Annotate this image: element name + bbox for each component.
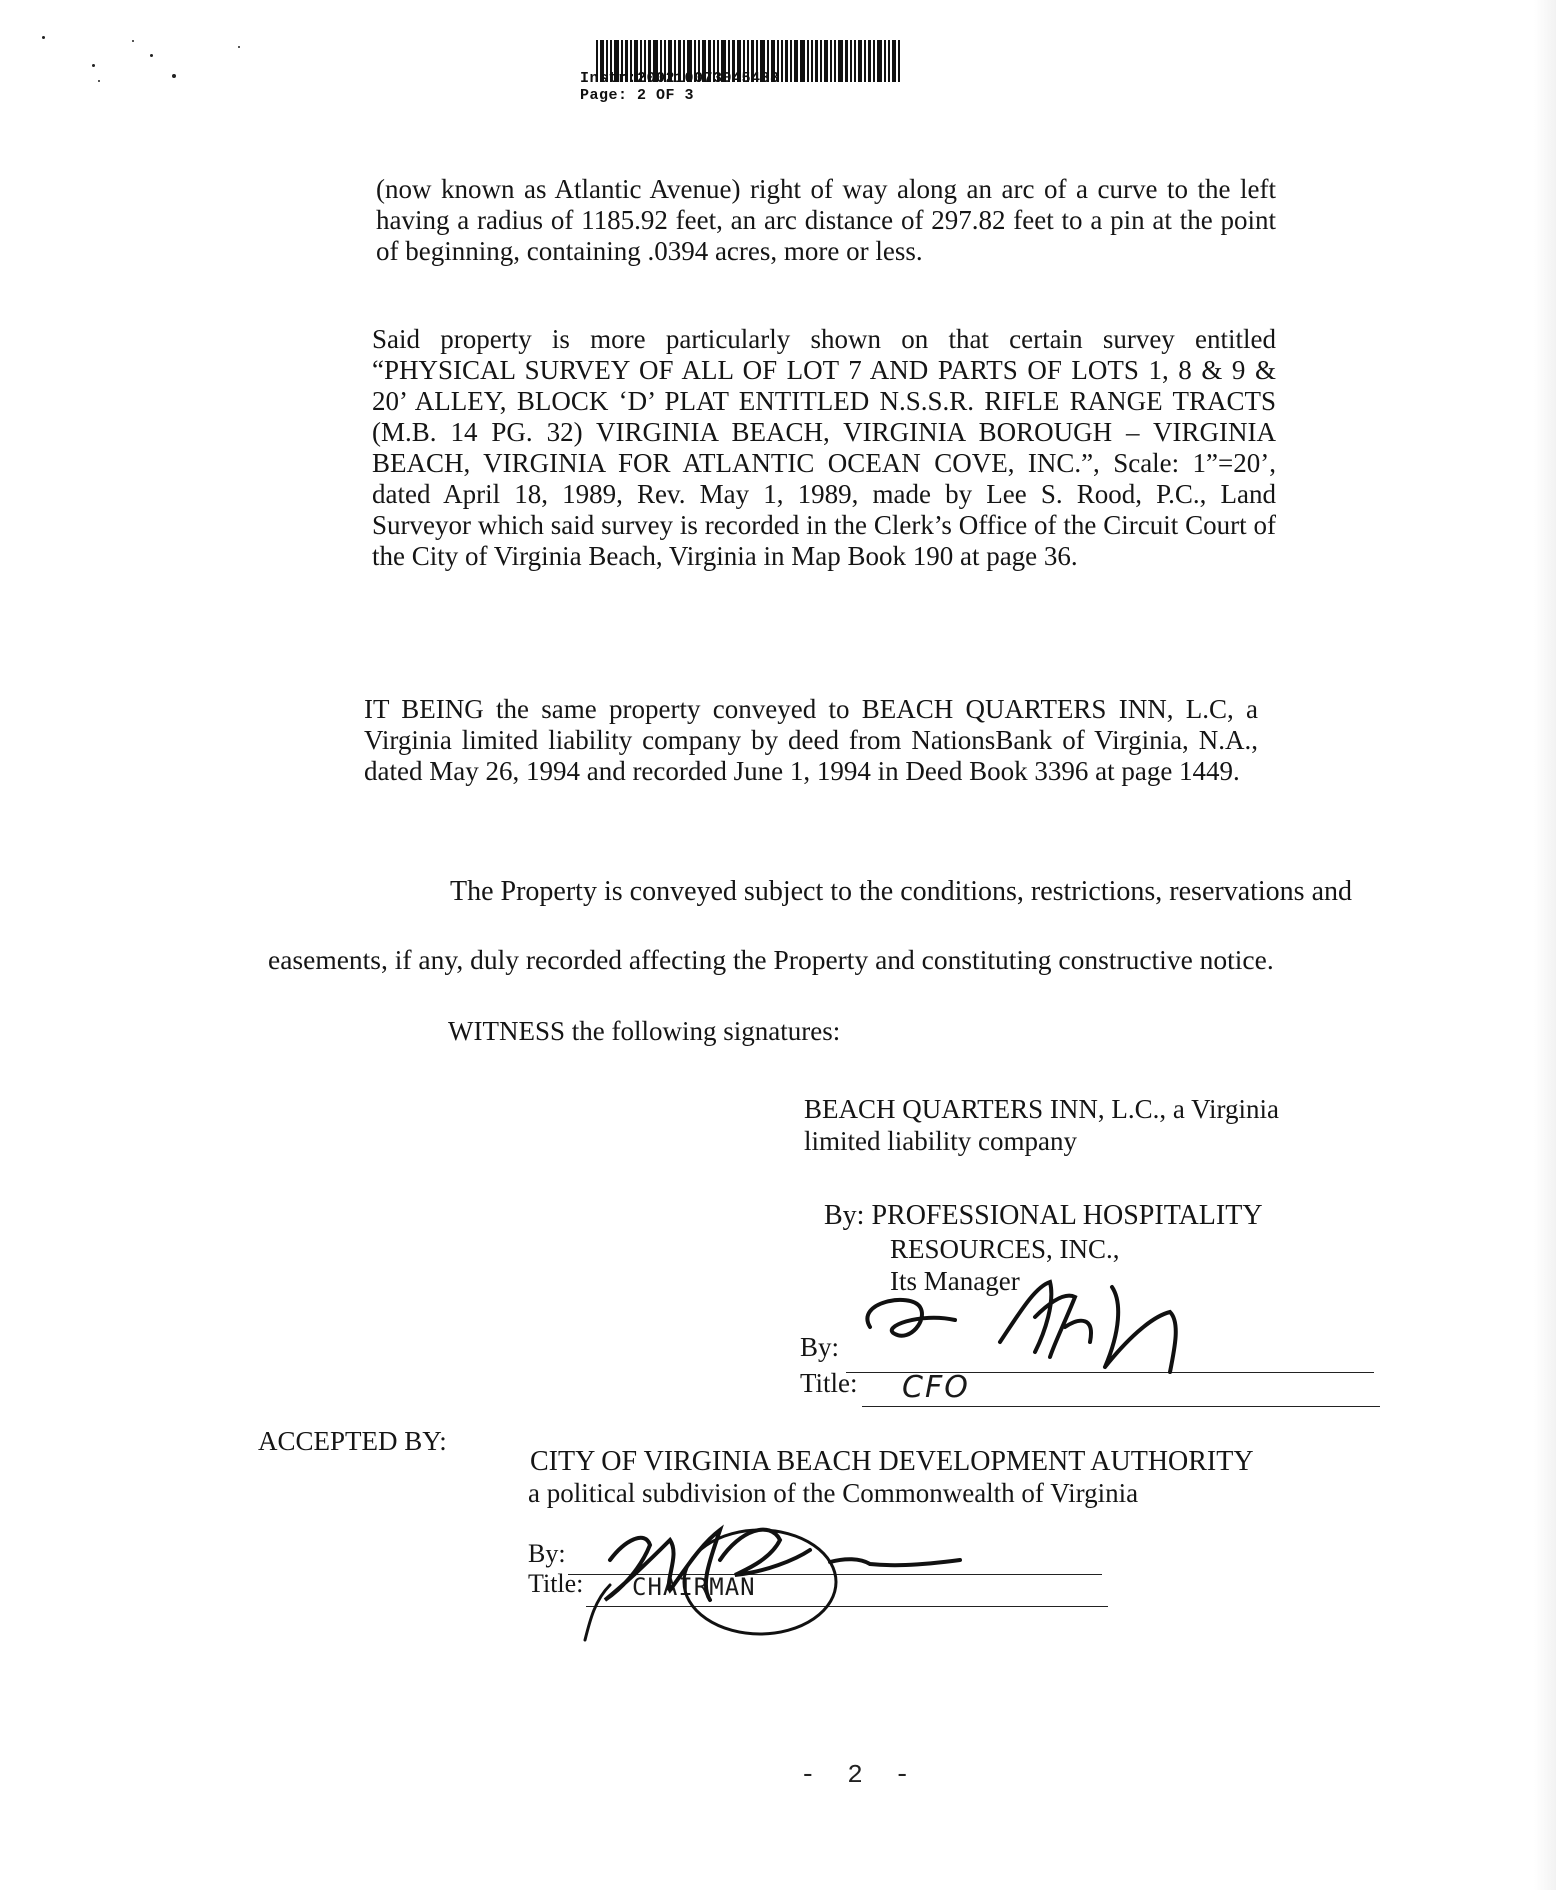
grantee-name: CITY OF VIRGINIA BEACH DEVELOPMENT AUTHORITY — [530, 1446, 1254, 1477]
grantor-by-label: By: — [800, 1332, 840, 1362]
instrument-number: Instr:200210073045488 — [580, 70, 780, 87]
page-edge-shadow — [1534, 0, 1556, 1890]
barcode-bar — [800, 40, 805, 82]
barcode-bar — [838, 40, 843, 82]
barcode-bar — [834, 40, 836, 82]
accepted-by-label: ACCEPTED BY: — [258, 1426, 447, 1456]
survey-reference-paragraph: Said property is more particularly shown on that certain survey entitled “PHYSICAL SURVEY OF ALL OF LOT 7 AND PARTS OF LOTS 1, 8 & 9 & 20’ ALLEY, BLOCK ‘D’ PLAT ENTITLED N.S.S.R. RIFLE RANGE TRACTS (M.B. 14 PG. 32) VIRGINIA BEACH, VIRGINIA BOROUGH – VIRGINIA BEACH, VIRGINIA FOR ATLANTIC OCEAN COVE, INC.”, Scale: 1”=20’, dated April 18, 1989, Rev. May 1, 1989, made by Lee S. Rood, P.C., Land Surveyor which said survey is recorded in the Clerk’s Office of the Circuit Court of the City of Virginia Beach, Virginia in Map Book 190 at page 36. — [372, 324, 1276, 571]
barcode-bar — [892, 40, 896, 82]
grantee-signature — [570, 1500, 970, 1640]
barcode-bar — [794, 40, 798, 82]
barcode-bar — [807, 40, 809, 82]
grantee-title-handwritten: CHAIRMAN — [632, 1573, 756, 1601]
instrument-header — [580, 70, 780, 104]
barcode-bar — [864, 40, 866, 82]
grantor-name-line-2: limited liability company — [804, 1126, 1077, 1156]
page-indicator: Page: 2 OF 3 — [580, 87, 695, 104]
prior-conveyance-paragraph: IT BEING the same property conveyed to BEACH QUARTERS INN, L.C, a Virginia limited liability company by deed from NationsBank of Virginia, N.A., dated May 26, 1994 and recorded June 1, 1994 in Deed Book 3396 at page 1449. — [364, 694, 1258, 786]
barcode-bar — [790, 40, 792, 82]
barcode-bar — [850, 40, 852, 82]
barcode-bar — [884, 40, 886, 82]
witness-line: WITNESS the following signatures: — [448, 1016, 841, 1046]
barcode-bar — [873, 40, 875, 82]
grantee-by-label: By: — [528, 1539, 566, 1568]
manager-line-1: By: PROFESSIONAL HOSPITALITY — [824, 1200, 1263, 1231]
barcode-bar — [888, 40, 890, 82]
barcode-bar — [858, 40, 862, 82]
barcode-bar — [830, 40, 832, 82]
page-number: - 2 - — [800, 1760, 919, 1790]
grantee-title-label: Title: — [528, 1569, 584, 1598]
barcode-bar — [868, 40, 871, 82]
grantee-description: a political subdivision of the Commonwealth of Virginia — [528, 1478, 1139, 1508]
grantor-title-label: Title: — [800, 1368, 858, 1398]
grantor-title-handwritten: CFO — [902, 1370, 970, 1405]
manager-line-2: RESOURCES, INC., — [890, 1234, 1120, 1264]
scan-speck — [132, 40, 134, 42]
grantor-name-line-1: BEACH QUARTERS INN, L.C., a Virginia — [804, 1094, 1280, 1124]
manager-line-3: Its Manager — [890, 1266, 1020, 1296]
scan-speck — [238, 46, 240, 48]
barcode-bar — [781, 40, 783, 82]
barcode-bar — [854, 40, 856, 82]
scan-speck — [98, 80, 100, 82]
legal-description-continuation: (now known as Atlantic Avenue) right of way along an arc of a curve to the left having a radius of 1185.92 feet, an arc distance of 297.82 feet to a pin at the point of beginning, containing .0394 acres, more or less. — [376, 174, 1276, 266]
barcode-bar — [845, 40, 848, 82]
barcode-bar — [811, 40, 813, 82]
grantor-signature — [850, 1272, 1220, 1382]
conditions-line-1: The Property is conveyed subject to the conditions, restrictions, reservations and — [450, 876, 1353, 907]
scan-speck — [172, 74, 176, 78]
scan-speck — [150, 54, 153, 57]
scan-speck — [42, 36, 45, 39]
barcode-bar — [815, 40, 818, 82]
barcode-bar — [785, 40, 788, 82]
grantor-title-line — [862, 1406, 1380, 1407]
scan-speck — [92, 64, 95, 67]
barcode-bar — [820, 40, 822, 82]
barcode-bar — [898, 40, 900, 82]
barcode-bar — [824, 40, 828, 82]
conditions-line-2: easements, if any, duly recorded affecting the Property and constituting constructive notice. — [268, 944, 1274, 975]
barcode-bar — [877, 40, 882, 82]
